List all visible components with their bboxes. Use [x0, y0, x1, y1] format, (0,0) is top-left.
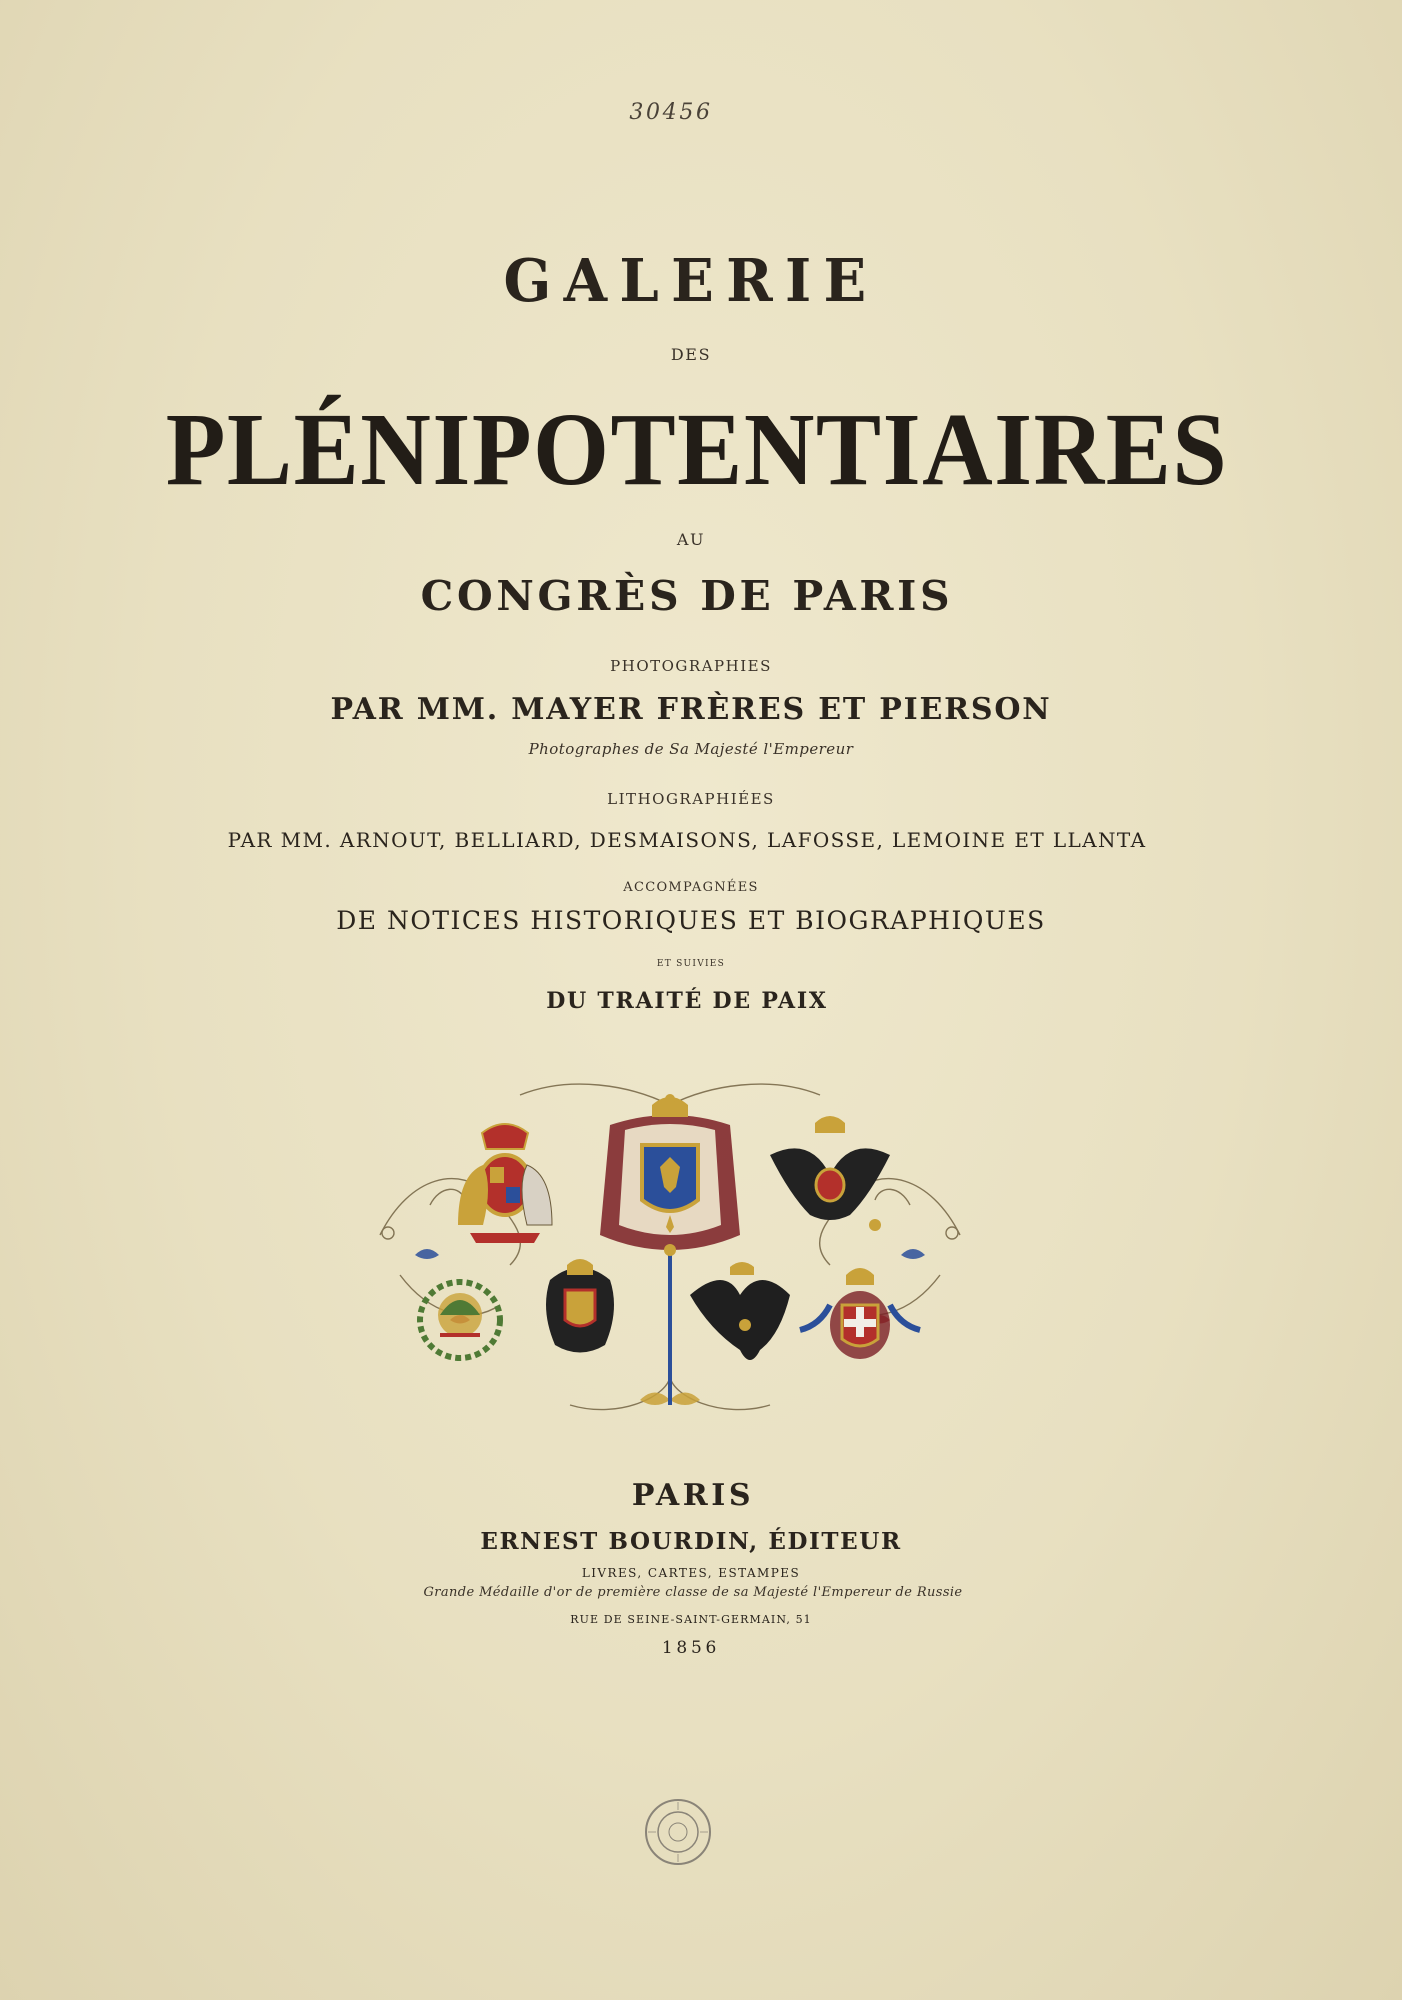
- shelf-number: 30456: [629, 100, 713, 125]
- title-connector-des: DES: [670, 345, 712, 364]
- lithographiees-label: LITHOGRAPHIÉES: [607, 790, 775, 808]
- imprint-publisher: ERNEST BOURDIN, ÉDITEUR: [480, 1528, 902, 1555]
- library-stamp-icon: [642, 1796, 714, 1868]
- photographers-line: PAR MM. MAYER FRÈRES ET PIERSON: [330, 692, 1052, 727]
- accompagnees-label: ACCOMPAGNÉES: [623, 880, 759, 895]
- french-imperial-arms: [600, 1094, 740, 1250]
- notices-line: DE NOTICES HISTORIQUES ET BIOGRAPHIQUES: [336, 906, 1046, 935]
- title-plenipotentiaires: PLÉNIPOTENTIAIRES: [165, 392, 1229, 507]
- title-connector-au: AU: [676, 530, 706, 549]
- title-galerie: GALERIE: [503, 246, 879, 316]
- prussian-eagle: [690, 1262, 790, 1360]
- traite-line: DU TRAITÉ DE PAIX: [546, 988, 828, 1014]
- british-arms: [458, 1124, 552, 1243]
- imprint-city: PARIS: [631, 1478, 755, 1513]
- photographers-title: Photographes de Sa Majesté l'Empereur: [528, 740, 854, 758]
- imprint-award: Grande Médaille d'or de première classe de sa Majesté l'Empereur de Russie: [423, 1585, 963, 1600]
- suivies-label: ET SUIVIES: [656, 959, 726, 969]
- lithographers-line: PAR MM. ARNOUT, BELLIARD, DESMAISONS, LAFOSSE, LEMOINE ET LLANTA: [227, 828, 1147, 852]
- imprint-address: RUE DE SEINE-SAINT-GERMAIN, 51: [570, 1613, 812, 1626]
- coats-of-arms-vignette-icon: [370, 1075, 970, 1420]
- austrian-arms: [546, 1259, 614, 1353]
- imprint-trade: LIVRES, CARTES, ESTAMPES: [581, 1566, 801, 1580]
- imprint-year: 1856: [661, 1638, 721, 1658]
- sardinian-arms: [800, 1268, 920, 1359]
- russian-eagle: [770, 1116, 890, 1231]
- photographies-label: PHOTOGRAPHIES: [610, 657, 772, 675]
- turkish-arms: [420, 1282, 500, 1358]
- title-congres-de-paris: CONGRÈS DE PARIS: [420, 572, 954, 620]
